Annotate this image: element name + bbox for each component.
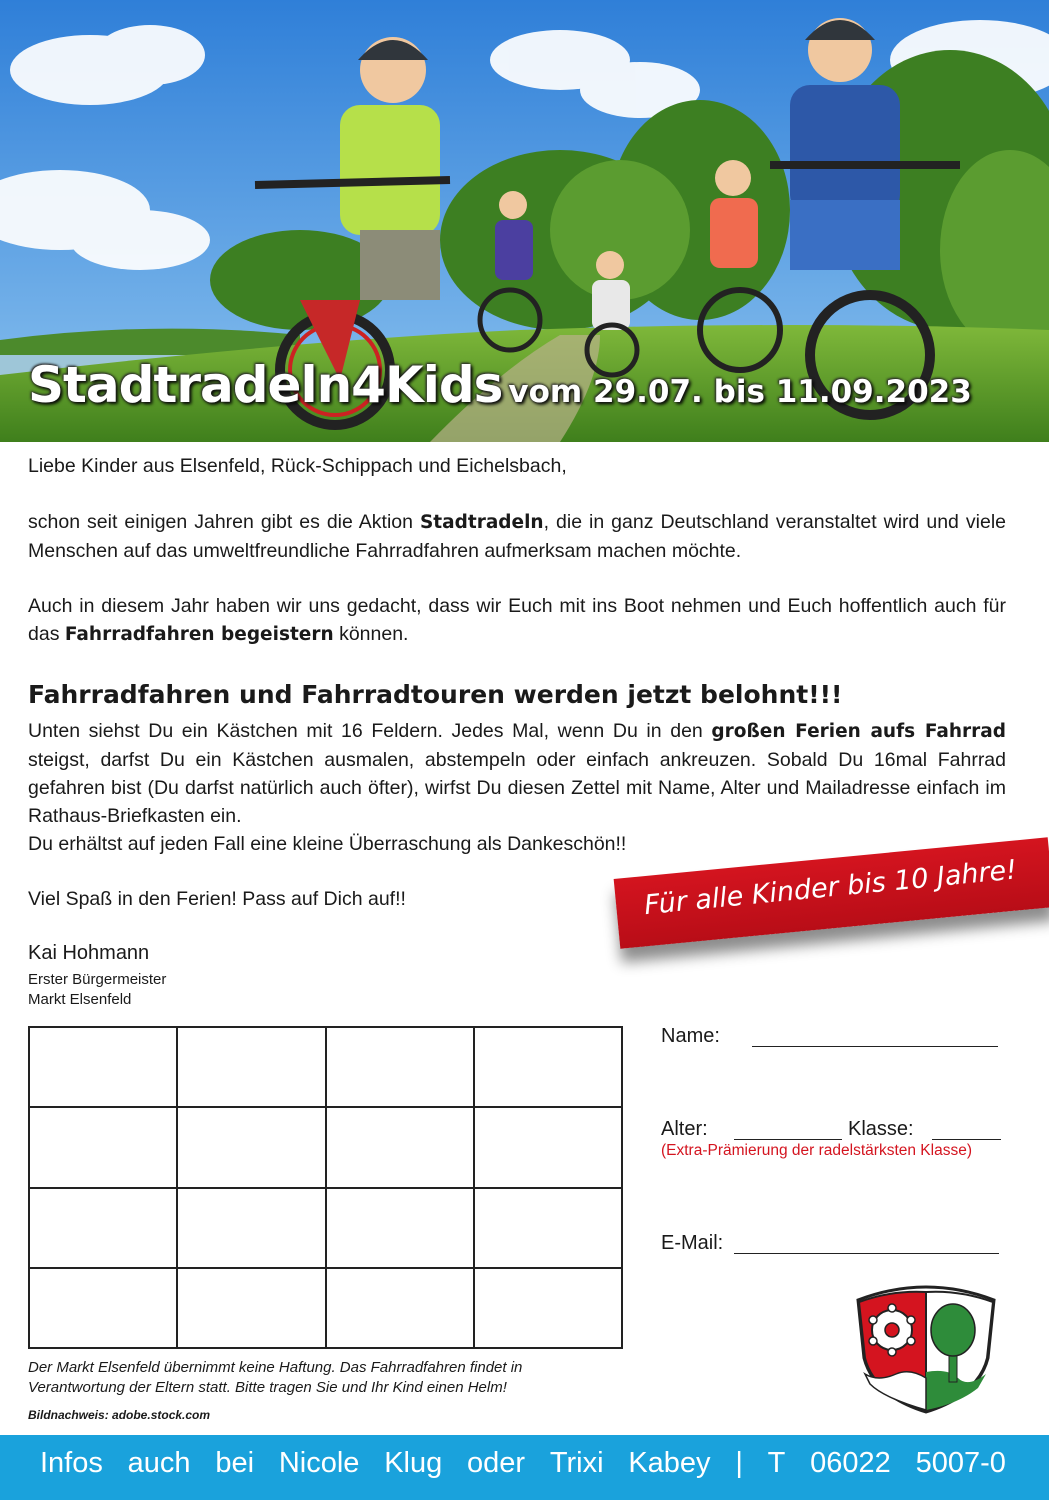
footer-word: T <box>767 1447 786 1479</box>
stamp-cell[interactable] <box>326 1268 474 1348</box>
footer-word: Infos <box>40 1447 103 1479</box>
hero-photo <box>0 0 1049 442</box>
stamp-cell[interactable] <box>29 1268 177 1348</box>
footer-contact <box>40 1447 1006 1480</box>
paragraph-intro-a: schon seit einigen Jahren gibt es die Aktion <box>28 511 420 533</box>
footer-word: 06022 <box>810 1447 891 1479</box>
headline: Fahrradfahren und Fahrradtouren werden jetzt belohnt!!! <box>28 680 843 709</box>
paragraph-rules-b: steigst, darfst Du ein Kästchen ausmalen, abstempeln oder einfach ankreuzen. Sobald Du 16mal Fahrrad gefahren bist (Du darfst natürlich auch öfter), wirfst Du diesen Zettel mit Name, Alter und Mailadresse einfach im Rathaus-Briefkasten ein. <box>28 749 1006 827</box>
paragraph-rules <box>28 717 1006 858</box>
footer-separator: | <box>735 1447 743 1479</box>
footer-word: bei <box>215 1447 255 1479</box>
disclaimer-line-2: Verantwortung der Eltern statt. Bitte tragen Sie und Ihr Kind einen Helm! <box>28 1379 507 1396</box>
footer-word: Nicole <box>278 1447 360 1479</box>
age-label: Alter: <box>661 1118 708 1140</box>
name-field[interactable] <box>752 1046 998 1047</box>
signature-title <box>28 970 166 1010</box>
paragraph-rules-a: Unten siehst Du ein Kästchen mit 16 Feldern. Jedes Mal, wenn Du in den <box>28 720 712 742</box>
paragraph-rules-bold: großen Ferien aufs Fahrrad <box>711 721 1006 742</box>
paragraph-invite-b: können. <box>333 623 409 645</box>
hero-title <box>28 356 972 414</box>
stamp-cell[interactable] <box>177 1188 325 1268</box>
paragraph-invite-bold: Fahrradfahren begeistern <box>64 624 334 645</box>
stamp-cell[interactable] <box>177 1027 325 1107</box>
name-label: Name: <box>661 1025 720 1047</box>
footer-bar <box>0 1435 1049 1500</box>
stamp-cell[interactable] <box>29 1188 177 1268</box>
disclaimer-line-1: Der Markt Elsenfeld übernimmt keine Haftung. Das Fahrradfahren findet in <box>28 1359 523 1376</box>
signature-role: Erster Bürgermeister <box>28 971 167 988</box>
paragraph-intro-b: , die in ganz Deutschland veranstaltet wird und viele Menschen auf das umweltfreundliche Fahrradfahren aufmerksam machen möchte. <box>28 511 1006 562</box>
stamp-cell[interactable] <box>29 1027 177 1107</box>
title-main: Stadtradeln4Kids <box>28 356 503 414</box>
stamp-cell[interactable] <box>474 1027 622 1107</box>
stamp-cell[interactable] <box>474 1268 622 1348</box>
stamp-grid <box>28 1026 623 1349</box>
email-label: E-Mail: <box>661 1232 724 1254</box>
stamp-cell[interactable] <box>326 1188 474 1268</box>
paragraph-intro <box>28 508 1006 565</box>
paragraph-intro-bold: Stadtradeln <box>419 512 544 533</box>
stamp-cell[interactable] <box>177 1268 325 1348</box>
footer-word: Kabey <box>628 1447 711 1479</box>
footer-word: Klug <box>384 1447 443 1479</box>
stamp-cell[interactable] <box>29 1107 177 1187</box>
ribbon-text: Für alle Kinder bis 10 Jahre! <box>642 854 1019 922</box>
footer-word: auch <box>127 1447 191 1479</box>
disclaimer <box>28 1358 522 1398</box>
stamp-cell[interactable] <box>326 1027 474 1107</box>
class-note: (Extra-Prämierung der radelstärksten Klasse) <box>661 1142 972 1159</box>
email-field[interactable] <box>734 1253 999 1254</box>
stamp-cell[interactable] <box>326 1107 474 1187</box>
paragraph-invite <box>28 592 1006 649</box>
paragraph-reward: Du erhältst auf jeden Fall eine kleine Überraschung als Dankeschön!! <box>28 833 627 855</box>
wish: Viel Spaß in den Ferien! Pass auf Dich auf!! <box>28 888 406 910</box>
image-credit: Bildnachweis: adobe.stock.com <box>28 1408 211 1422</box>
title-dates: vom 29.07. bis 11.09.2023 <box>508 374 972 410</box>
stamp-cell[interactable] <box>177 1107 325 1187</box>
class-label: Klasse: <box>848 1118 914 1140</box>
paragraph-invite-a: Auch in diesem Jahr haben wir uns gedacht, dass wir Euch mit ins Boot nehmen und Euch hoffentlich auch für das <box>28 595 1006 645</box>
stamp-cell[interactable] <box>474 1188 622 1268</box>
footer-word: oder <box>467 1447 526 1479</box>
stamp-cell[interactable] <box>474 1107 622 1187</box>
age-field[interactable] <box>734 1139 842 1140</box>
signature-name: Kai Hohmann <box>28 942 150 964</box>
greeting: Liebe Kinder aus Elsenfeld, Rück-Schippach und Eichelsbach, <box>28 455 567 477</box>
class-field[interactable] <box>932 1139 1001 1140</box>
footer-word: 5007-0 <box>915 1447 1006 1479</box>
footer-word: Trixi <box>549 1447 604 1479</box>
signature-org: Markt Elsenfeld <box>28 991 132 1008</box>
coat-of-arms-icon <box>848 1278 1004 1414</box>
